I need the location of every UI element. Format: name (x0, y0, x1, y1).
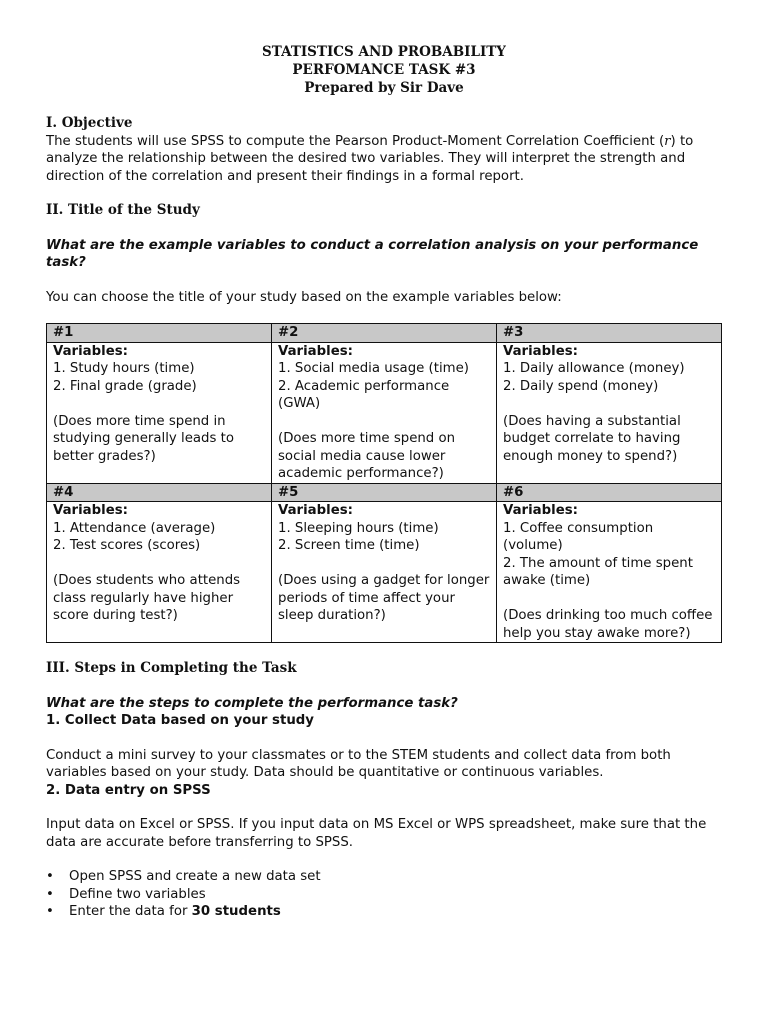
example-cell (47, 342, 272, 483)
variable-1: 1. Social media usage (time) (278, 361, 469, 376)
variable-1: 1. Daily allowance (money) (503, 361, 685, 376)
example-number: #2 (272, 324, 497, 343)
example-cell (272, 502, 497, 643)
research-question: (Does more time spend on social media cause lower academic performance?) (278, 431, 456, 481)
variable-2: 2. Screen time (time) (278, 538, 420, 553)
title-intro: You can choose the title of your study based on the example variables below: (46, 289, 562, 305)
table-row (47, 342, 722, 483)
example-number: #6 (497, 483, 722, 502)
variable-2: 2. Daily spend (money) (503, 378, 659, 394)
r-symbol: r (664, 133, 671, 149)
research-question: (Does more time spend in studying generally leads to better grades?) (53, 413, 234, 464)
variable-2: 2. Academic performance (GWA) (278, 378, 450, 411)
table-header-row (47, 324, 722, 343)
example-number: #1 (47, 324, 272, 343)
example-cell (47, 502, 272, 643)
steps-heading: III. Steps in Completing the Task (46, 660, 297, 676)
variables-label: Variables: (278, 343, 353, 359)
steps-section (46, 660, 722, 921)
title-section (46, 202, 722, 306)
document-header (46, 43, 722, 97)
variables-label: Variables: (503, 503, 578, 518)
variable-2: 2. The amount of time spent awake (time) (503, 555, 693, 588)
example-number: #5 (272, 483, 497, 502)
step2-bullets (46, 868, 722, 921)
variable-1: 1. Sleeping hours (time) (278, 520, 439, 536)
research-question: (Does having a substantial budget correlate to having enough money to spend?) (503, 413, 681, 464)
variables-label: Variables: (53, 343, 128, 359)
objective-text: The students will use SPSS to compute the Pearson Product-Moment Correlation Coefficient (r) to analyze the relationship between the desired two variables. They will interpret the strength and direction of the correlation and present their findings in a formal report. (46, 133, 694, 184)
objective-heading: I. Objective (46, 115, 133, 131)
student-count: 30 students (191, 904, 281, 919)
example-cell (497, 342, 722, 483)
example-variables-table (46, 323, 722, 643)
example-number: #4 (47, 483, 272, 502)
research-question: (Does using a gadget for longer periods of time affect your sleep duration?) (278, 573, 490, 623)
variable-1: 1. Coffee consumption (volume) (503, 520, 654, 553)
list-item: • Enter the data for 30 students (46, 903, 722, 921)
author-line: Prepared by Sir Dave (304, 80, 464, 96)
step1-text: Conduct a mini survey to your classmates or to the STEM students and collect data from both variables based on your study. Data should be quantitative or continuous variables. (46, 747, 671, 780)
example-number: #3 (497, 324, 722, 343)
variables-label: Variables: (278, 503, 353, 518)
variable-2: 2. Final grade (grade) (53, 378, 197, 394)
research-question: (Does drinking too much coffee help you stay awake more?) (503, 608, 713, 641)
objective-section (46, 115, 722, 185)
table-header-row (47, 483, 722, 502)
example-cell (272, 342, 497, 483)
variable-1: 1. Study hours (time) (53, 361, 195, 376)
variable-2: 2. Test scores (scores) (53, 538, 201, 553)
variables-label: Variables: (53, 503, 128, 518)
step2-text: Input data on Excel or SPSS. If you input data on MS Excel or WPS spreadsheet, make sure that the data are accurate before transferring to SPSS. (46, 817, 707, 850)
steps-question: What are the steps to complete the performance task? (46, 695, 458, 711)
list-item: • Define two variables (46, 886, 722, 904)
variable-1: 1. Attendance (average) (53, 520, 216, 536)
course-title: STATISTICS AND PROBABILITY (262, 44, 506, 60)
research-question: (Does students who attends class regularly have higher score during test?) (53, 573, 241, 623)
title-heading: II. Title of the Study (46, 202, 200, 218)
table-row (47, 502, 722, 643)
task-title: PERFOMANCE TASK #3 (292, 62, 476, 78)
step1-title: 1. Collect Data based on your study (46, 713, 314, 728)
list-item: • Open SPSS and create a new data set (46, 868, 722, 886)
variables-label: Variables: (503, 343, 578, 359)
step2-title: 2. Data entry on SPSS (46, 782, 211, 798)
example-cell (497, 502, 722, 643)
title-question: What are the example variables to conduct a correlation analysis on your performance task? (46, 237, 699, 270)
